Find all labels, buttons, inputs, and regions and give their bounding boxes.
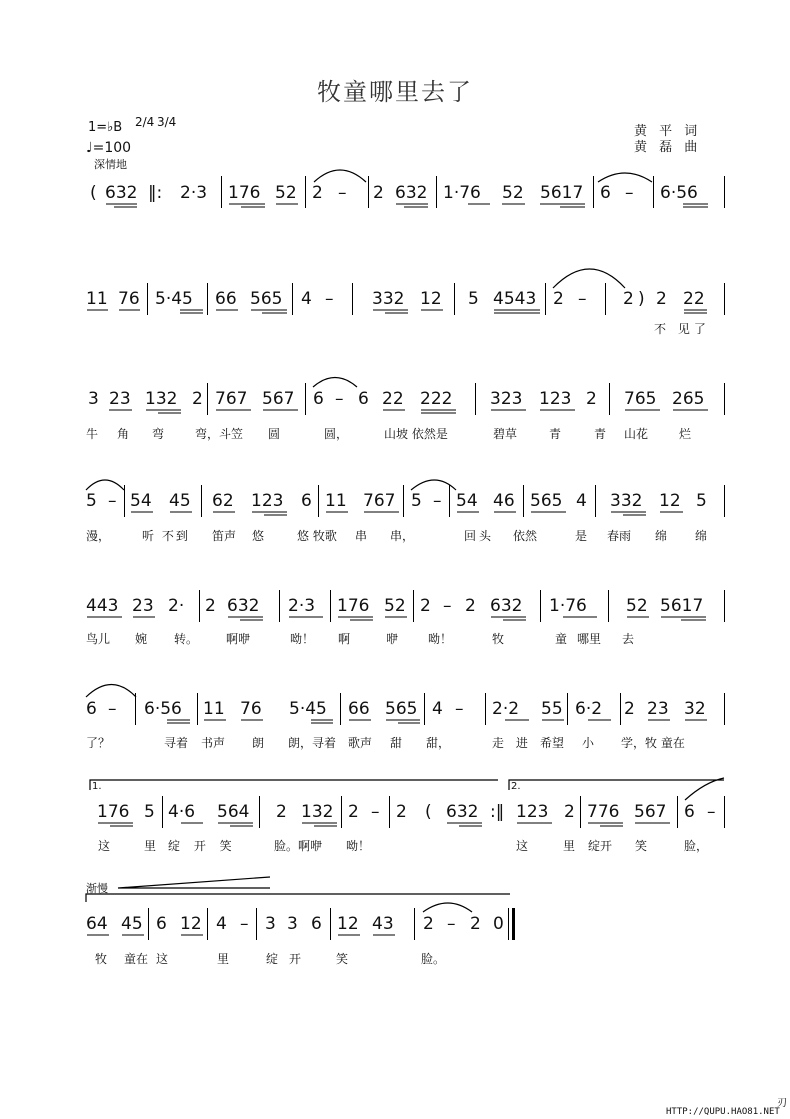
note: 5617 bbox=[540, 183, 584, 203]
note: 6·2 bbox=[575, 699, 603, 719]
lyric: 笑 bbox=[336, 952, 349, 966]
note: 4 bbox=[432, 699, 443, 719]
note: 332 bbox=[610, 491, 643, 511]
note: 22 bbox=[683, 289, 705, 309]
lyric: 了？ bbox=[86, 736, 111, 750]
lyric: 甜， bbox=[426, 736, 451, 750]
note: 6 bbox=[86, 699, 97, 719]
dash: – bbox=[625, 183, 634, 203]
note: 12 bbox=[180, 914, 202, 934]
lyric: 哪里 bbox=[577, 632, 602, 646]
paren: ( bbox=[425, 802, 432, 822]
note: 2 bbox=[420, 596, 431, 616]
note: 2· bbox=[168, 596, 185, 616]
lyric: 山坡 依然是 bbox=[384, 427, 448, 441]
lyric: 希望 bbox=[540, 736, 565, 750]
note: 2 bbox=[312, 183, 323, 203]
note: 22 bbox=[382, 389, 404, 409]
note: 12 bbox=[337, 914, 359, 934]
note: 3 bbox=[287, 914, 298, 934]
note: 6 bbox=[313, 389, 324, 409]
lyric: 里 bbox=[217, 952, 230, 966]
note: 632 bbox=[395, 183, 428, 203]
note: 6 bbox=[301, 491, 312, 511]
dash: – bbox=[240, 914, 249, 934]
note: 4 bbox=[216, 914, 227, 934]
lyric: 朗 bbox=[252, 736, 265, 750]
note: 565 bbox=[385, 699, 418, 719]
paren: ) bbox=[638, 289, 645, 309]
note: 2 bbox=[205, 596, 216, 616]
note: 32 bbox=[684, 699, 706, 719]
dash: – bbox=[335, 389, 344, 409]
lyric: 笛声 bbox=[212, 529, 237, 543]
note: 6 bbox=[156, 914, 167, 934]
lyric: 脸。 bbox=[421, 952, 446, 966]
note: 23 bbox=[647, 699, 669, 719]
note: 3 bbox=[265, 914, 276, 934]
lyric: 青 bbox=[549, 427, 562, 441]
note: 46 bbox=[493, 491, 515, 511]
lyric: 学，牧 童在 bbox=[621, 736, 685, 750]
note: 222 bbox=[420, 389, 453, 409]
lyric: 走 进 bbox=[492, 736, 532, 750]
lyric: 这 bbox=[156, 952, 169, 966]
lyric: 婉 bbox=[135, 632, 148, 646]
lyric: 悠 牧歌 bbox=[297, 529, 337, 543]
note: 2 bbox=[396, 802, 407, 822]
note: 2 bbox=[348, 802, 359, 822]
lyric: 转。 bbox=[174, 632, 199, 646]
lyric: 寻着 bbox=[164, 736, 189, 750]
lyric: 依然 bbox=[513, 529, 538, 543]
note: 632 bbox=[490, 596, 523, 616]
note: 11 bbox=[325, 491, 347, 511]
note: 776 bbox=[587, 802, 620, 822]
note: 632 bbox=[227, 596, 260, 616]
lyric: 圆， bbox=[324, 427, 349, 441]
lyric: 小 bbox=[582, 736, 595, 750]
note: 6 bbox=[311, 914, 322, 934]
note: ( bbox=[90, 183, 97, 203]
lyric: 鸟儿 bbox=[86, 632, 111, 646]
note: 6 bbox=[684, 802, 695, 822]
note: 2·3 bbox=[180, 183, 208, 203]
note: 55 bbox=[541, 699, 563, 719]
repeat-start: ‖: bbox=[148, 183, 163, 203]
lyric: 朗，寻着 bbox=[288, 736, 337, 750]
note: 52 bbox=[502, 183, 524, 203]
note: 564 bbox=[217, 802, 250, 822]
page-title: 牧童哪里去了 bbox=[317, 78, 473, 106]
lyric: 绵 bbox=[695, 529, 708, 543]
lyric: 笑 bbox=[635, 839, 648, 853]
lyric: 呦！ bbox=[290, 632, 315, 646]
lyric: 去 bbox=[622, 632, 635, 646]
note: 332 bbox=[372, 289, 405, 309]
lyric: 童在 bbox=[124, 952, 149, 966]
lyric: 咿 bbox=[386, 632, 399, 646]
note: 2 bbox=[192, 389, 203, 409]
note: 2 bbox=[656, 289, 667, 309]
note: 6·56 bbox=[660, 183, 698, 203]
lyric: 牛 bbox=[86, 427, 99, 441]
dash: – bbox=[707, 802, 716, 822]
note: 11 bbox=[86, 289, 108, 309]
lyric: 脸， bbox=[684, 839, 709, 853]
lyric: 不 见了 bbox=[654, 322, 710, 336]
note: 265 bbox=[672, 389, 705, 409]
lyric: 绽 开 笑 bbox=[168, 839, 237, 853]
note: 565 bbox=[530, 491, 563, 511]
lyric: 圆 bbox=[268, 427, 281, 441]
note: 62 bbox=[212, 491, 234, 511]
note: 123 bbox=[539, 389, 572, 409]
composer-credit: 黄 磊 曲 bbox=[634, 140, 702, 155]
note: 11 bbox=[203, 699, 225, 719]
note: 2 bbox=[423, 914, 434, 934]
note: 632 bbox=[105, 183, 138, 203]
note: 1·76 bbox=[549, 596, 587, 616]
note: 4543 bbox=[493, 289, 537, 309]
note: 132 bbox=[301, 802, 334, 822]
note: 2 bbox=[586, 389, 597, 409]
note: 54 bbox=[456, 491, 478, 511]
note: 567 bbox=[262, 389, 295, 409]
lyric: 这 bbox=[98, 839, 111, 853]
lyric: 漫， bbox=[86, 529, 111, 543]
lyric: 这 bbox=[516, 839, 529, 853]
lyric: 绵 bbox=[655, 529, 668, 543]
lyric: 是 bbox=[575, 529, 588, 543]
lyric: 碧草 bbox=[493, 427, 518, 441]
lyric: 听 不到 bbox=[142, 529, 190, 543]
lyric: 童 bbox=[555, 632, 568, 646]
dash: – bbox=[433, 491, 442, 511]
time-sig-a-text: 2/4 bbox=[135, 115, 155, 129]
lyric: 青 bbox=[594, 427, 607, 441]
note: 5·45 bbox=[289, 699, 327, 719]
repeat-end: :‖ bbox=[490, 802, 505, 822]
lyric: 串 bbox=[355, 529, 368, 543]
note: 5 bbox=[144, 802, 155, 822]
expression-marking: 深情地 bbox=[94, 158, 127, 171]
note: 64 bbox=[86, 914, 108, 934]
lyric: 头 bbox=[479, 529, 492, 543]
note: 6 bbox=[600, 183, 611, 203]
lyric: 绽 bbox=[266, 952, 279, 966]
dash: – bbox=[447, 914, 456, 934]
note: 2 bbox=[553, 289, 564, 309]
note: 5 bbox=[411, 491, 422, 511]
note: 2·3 bbox=[288, 596, 316, 616]
note: 565 bbox=[250, 289, 283, 309]
note: 1·76 bbox=[443, 183, 481, 203]
lyric: 绽开 bbox=[588, 839, 613, 853]
note: 23 bbox=[132, 596, 154, 616]
lyric: 开 bbox=[289, 952, 302, 966]
note: 132 bbox=[145, 389, 178, 409]
note: 765 bbox=[624, 389, 657, 409]
note: 176 bbox=[228, 183, 261, 203]
volta-2-label: 2. bbox=[511, 781, 521, 792]
note: 3 bbox=[88, 389, 99, 409]
note: 2 bbox=[564, 802, 575, 822]
dash: – bbox=[455, 699, 464, 719]
note: 2 bbox=[276, 802, 287, 822]
note: 5 bbox=[468, 289, 479, 309]
watermark-url: HTTP://QUPU.HAO81.NET bbox=[666, 1107, 780, 1117]
lyric: 悠 bbox=[252, 529, 265, 543]
dash: – bbox=[338, 183, 347, 203]
note: 76 bbox=[240, 699, 262, 719]
note: 323 bbox=[490, 389, 523, 409]
note: 12 bbox=[420, 289, 442, 309]
lyric: 歌声 bbox=[348, 736, 373, 750]
note: 52 bbox=[275, 183, 297, 203]
note: 23 bbox=[109, 389, 131, 409]
tempo-marking: ♩=100 bbox=[86, 140, 132, 156]
note: 2 bbox=[470, 914, 481, 934]
note: 45 bbox=[169, 491, 191, 511]
dash: – bbox=[578, 289, 587, 309]
lyric: 里 bbox=[563, 839, 576, 853]
note: 632 bbox=[446, 802, 479, 822]
note: 4·6 bbox=[168, 802, 196, 822]
time-sig-b-text: 3/4 bbox=[157, 115, 177, 129]
dash: – bbox=[443, 596, 452, 616]
note: 0 bbox=[493, 914, 504, 934]
note: 2·2 bbox=[492, 699, 520, 719]
lyricist-credit: 黄 平 词 bbox=[634, 124, 702, 139]
note: 5 bbox=[696, 491, 707, 511]
lyric: 甜 bbox=[390, 736, 403, 750]
note: 2 bbox=[624, 699, 635, 719]
note: 52 bbox=[384, 596, 406, 616]
lyric: 弯，斗笠 bbox=[195, 427, 244, 441]
dash: – bbox=[108, 491, 117, 511]
note: 4 bbox=[301, 289, 312, 309]
note: 767 bbox=[215, 389, 248, 409]
volta-1-label: 1. bbox=[92, 781, 102, 792]
lyric: 呦！ bbox=[346, 839, 371, 853]
note: 123 bbox=[251, 491, 284, 511]
note: 52 bbox=[626, 596, 648, 616]
note: 6 bbox=[358, 389, 369, 409]
lyric: 牧 bbox=[95, 952, 108, 966]
lyric: 啊 bbox=[338, 632, 351, 646]
lyric: 啊咿 bbox=[226, 632, 251, 646]
note: 66 bbox=[215, 289, 237, 309]
note: 2 bbox=[373, 183, 384, 203]
note: 2 bbox=[623, 289, 634, 309]
note: 2 bbox=[465, 596, 476, 616]
corner-mark: 刃 bbox=[777, 1098, 787, 1109]
note: 767 bbox=[363, 491, 396, 511]
lyric: 里 bbox=[144, 839, 157, 853]
note: 123 bbox=[516, 802, 549, 822]
note: 6·56 bbox=[144, 699, 182, 719]
lyric: 牧 bbox=[492, 632, 505, 646]
key-signature: 1=♭B bbox=[88, 120, 123, 135]
lyric: 烂 bbox=[679, 427, 692, 441]
dash: – bbox=[325, 289, 334, 309]
lyric: 弯 bbox=[152, 427, 165, 441]
note: 4 bbox=[576, 491, 587, 511]
note: 76 bbox=[118, 289, 140, 309]
note: 5 bbox=[86, 491, 97, 511]
lyric: 串， bbox=[390, 529, 415, 543]
note: 443 bbox=[86, 596, 119, 616]
lyric: 脸。啊咿 bbox=[274, 839, 323, 853]
note: 66 bbox=[348, 699, 370, 719]
note: 176 bbox=[97, 802, 130, 822]
lyric: 春雨 bbox=[607, 529, 632, 543]
dash: – bbox=[108, 699, 117, 719]
note: 54 bbox=[130, 491, 152, 511]
lyric: 书声 bbox=[201, 736, 226, 750]
lyric: 回 bbox=[464, 529, 477, 543]
note: 12 bbox=[659, 491, 681, 511]
note: 5·45 bbox=[155, 289, 193, 309]
note: 5617 bbox=[660, 596, 704, 616]
note: 176 bbox=[337, 596, 370, 616]
lyric: 角 bbox=[117, 427, 130, 441]
lyric: 呦！ bbox=[428, 632, 453, 646]
note: 45 bbox=[121, 914, 143, 934]
ritardando-marking: 渐慢 bbox=[86, 882, 108, 895]
note: 43 bbox=[372, 914, 394, 934]
lyric: 山花 bbox=[624, 427, 649, 441]
note: 567 bbox=[634, 802, 667, 822]
dash: – bbox=[371, 802, 380, 822]
